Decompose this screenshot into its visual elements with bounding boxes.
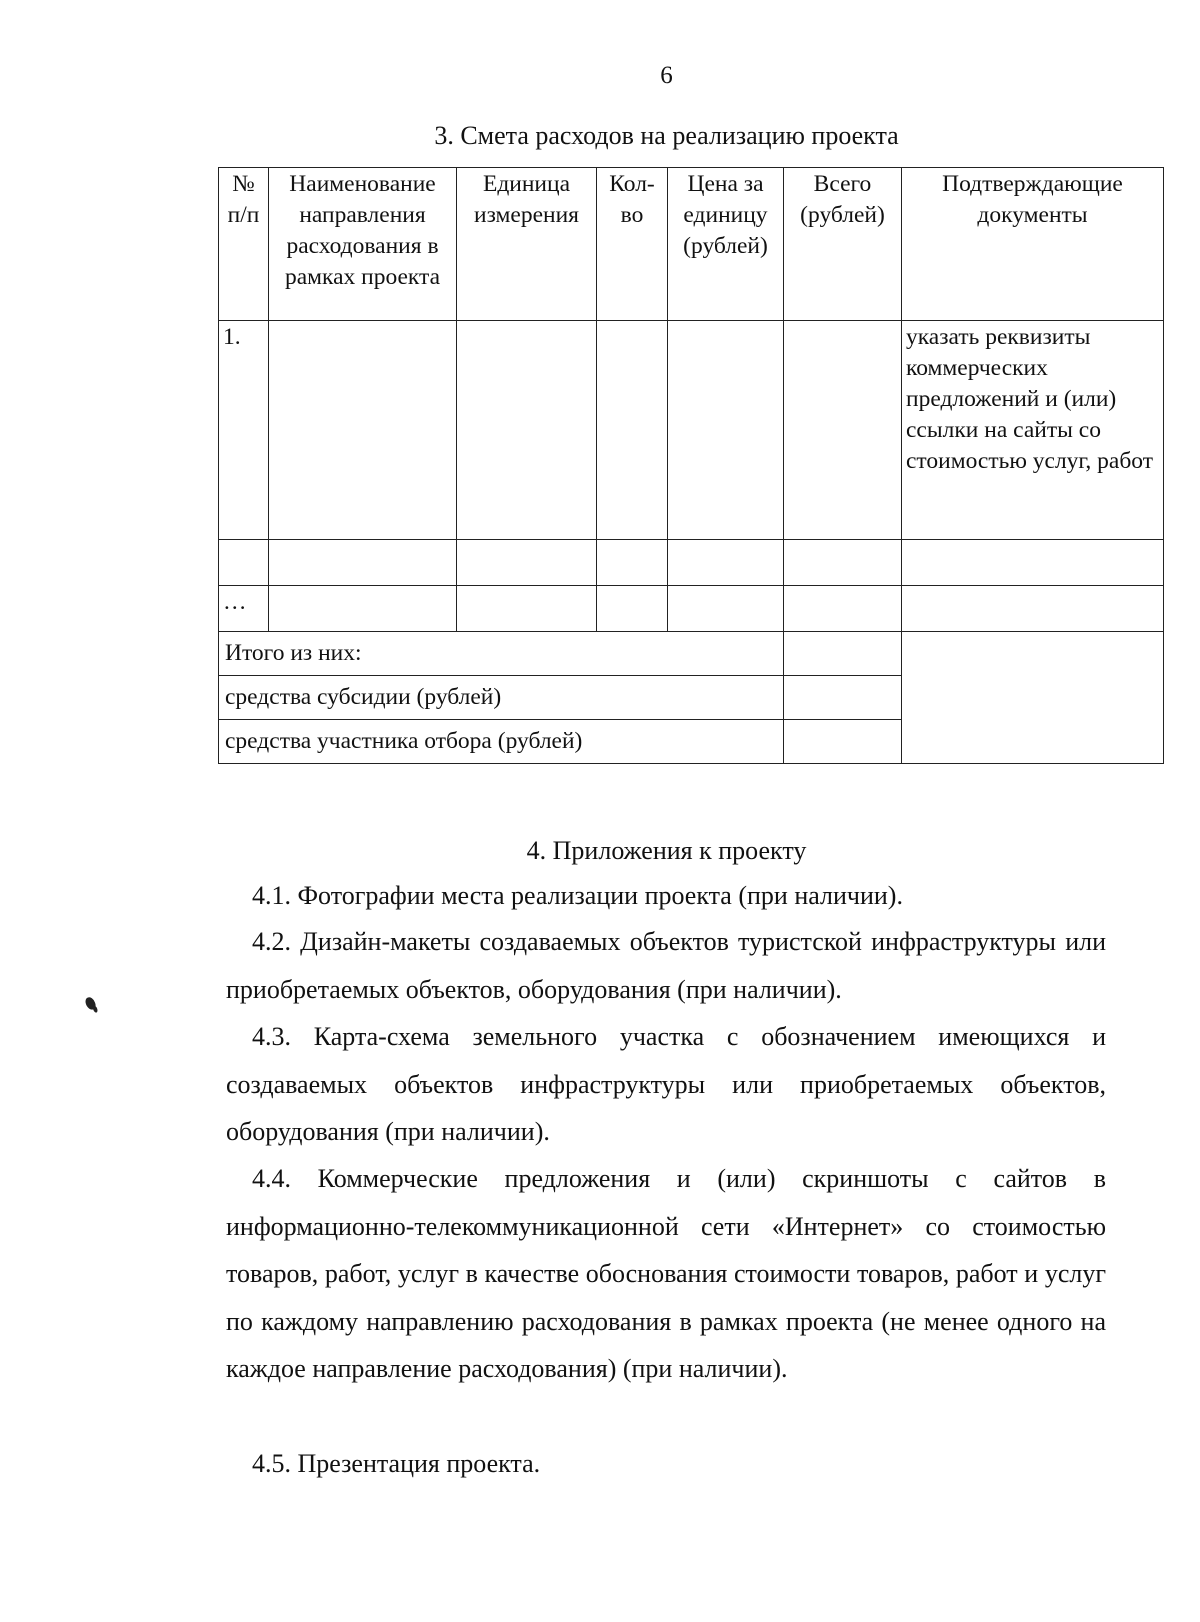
cell-qty — [597, 586, 668, 632]
totals-row — [219, 632, 1164, 676]
page-number: 6 — [660, 62, 673, 89]
cell-num: 1. — [219, 321, 269, 540]
cell-unit — [457, 540, 597, 586]
cell-name — [269, 540, 457, 586]
participant-label: средства участника отбора (рублей) — [219, 720, 784, 764]
table-row — [219, 540, 1164, 586]
table-row — [219, 586, 1164, 632]
appendix-item-4-3: 4.3. Карта-схема земельного участка с обозначением имеющихся и создаваемых объектов инфраструктуры или приобретаемых объектов, оборудования (при наличии). — [226, 1022, 1106, 1146]
appendix-item-4-1: 4.1. Фотографии места реализации проекта (при наличии). — [252, 881, 903, 910]
cell-total — [784, 586, 902, 632]
totals-docs-cell — [902, 632, 1164, 764]
cell-docs — [902, 586, 1164, 632]
subsidy-value — [784, 676, 902, 720]
cell-total — [784, 540, 902, 586]
section-4-title: 4. Приложения к проекту — [526, 836, 807, 865]
cell-unit — [457, 321, 597, 540]
cell-total — [784, 321, 902, 540]
cell-name — [269, 321, 457, 540]
total-value — [784, 632, 902, 676]
cell-num — [219, 540, 269, 586]
cell-qty — [597, 321, 668, 540]
scan-speck — [84, 996, 97, 1011]
total-label: Итого из них: — [219, 632, 784, 676]
cell-num: … — [219, 586, 269, 632]
cell-docs — [902, 540, 1164, 586]
header-name: Наименование направления расходования в рамках проекта — [269, 168, 457, 321]
header-qty: Кол-во — [597, 168, 668, 321]
appendix-item-4-4: 4.4. Коммерческие предложения и (или) скриншоты с сайтов в информационно-телекоммуникационной сети «Интернет» со стоимостью товаров, работ, услуг в качестве обоснования стоимости товаров, работ и услуг по каждому направлению расходования в рамках проекта (не менее одного на каждое направление расходования) (при наличии). — [226, 1164, 1106, 1383]
table-header-row — [219, 168, 1164, 321]
participant-value — [784, 720, 902, 764]
appendix-item-4-2: 4.2. Дизайн-макеты создаваемых объектов туристской инфраструктуры или приобретаемых объектов, оборудования (при наличии). — [226, 927, 1106, 1004]
appendix-item-4-5: 4.5. Презентация проекта. — [252, 1449, 541, 1478]
cell-price — [668, 540, 784, 586]
cell-name — [269, 586, 457, 632]
subsidy-label: средства субсидии (рублей) — [219, 676, 784, 720]
header-docs: Подтверждающие документы — [902, 168, 1164, 321]
header-unit: Единица измерения — [457, 168, 597, 321]
cell-price — [668, 321, 784, 540]
cell-qty — [597, 540, 668, 586]
header-total: Всего (рублей) — [784, 168, 902, 321]
cell-docs: указать реквизиты коммерческих предложений и (или) ссылки на сайты со стоимостью услуг, работ — [902, 321, 1164, 540]
cell-price — [668, 586, 784, 632]
cell-unit — [457, 586, 597, 632]
header-price: Цена за единицу (рублей) — [668, 168, 784, 321]
section-3-title: 3. Смета расходов на реализацию проекта — [434, 121, 899, 150]
budget-table — [218, 167, 1164, 764]
header-num: № п/п — [219, 168, 269, 321]
table-row — [219, 321, 1164, 540]
